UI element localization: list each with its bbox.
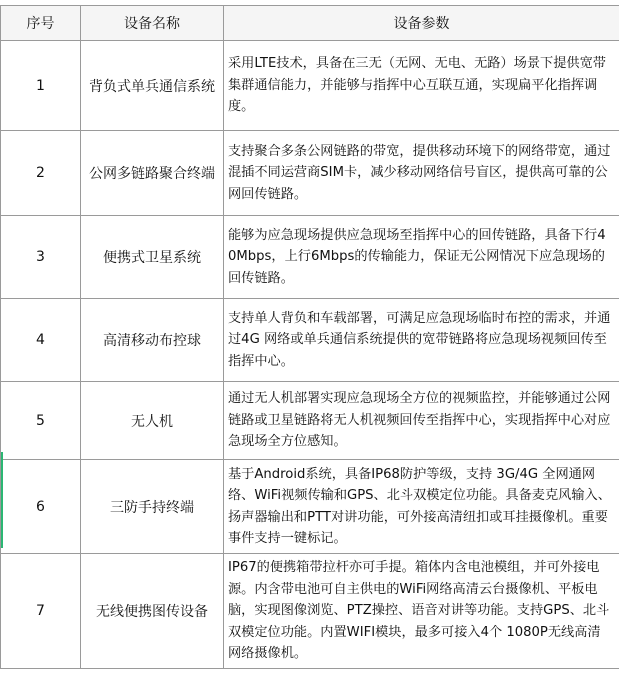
device-params: 支持聚合多条公网链路的带宽，提供移动环境下的网络带宽，通过混插不同运营商SIM卡，减少移动网络信号盲区，提供高可靠的公网回传链路。 — [224, 131, 619, 216]
device-params: IP67的便携箱带拉杆亦可手提。箱体内含电池模组，并可外接电源。内含带电池可自主供电的WiFi网络高清云台摄像机、平板电脑，实现图像浏览、PTZ操控、语音对讲等功能。支持GPS、北斗双模定位功能。内置WIFI模块，最多可接入4个 1080P无线高清网络摄像机。 — [224, 554, 619, 669]
device-name: 三防手持终端 — [81, 460, 224, 554]
table-row — [1, 41, 619, 131]
table-row — [1, 216, 619, 299]
device-name: 无线便携图传设备 — [81, 554, 224, 669]
device-name: 高清移动布控球 — [81, 299, 224, 382]
table-row — [1, 131, 619, 216]
table-row — [1, 382, 619, 460]
device-params: 基于Android系统，具备IP68防护等级，支持 3G/4G 全网通网络、WiFi视频传输和GPS、北斗双模定位功能。具备麦克风输入、扬声器输出和PTT对讲功能，可外接高清纽扣或耳挂摄像机。重要事件支持一键标记。 — [224, 460, 619, 554]
row-number: 6 — [1, 460, 81, 554]
device-name: 背负式单兵通信系统 — [81, 41, 224, 131]
row-number: 7 — [1, 554, 81, 669]
device-name: 公网多链路聚合终端 — [81, 131, 224, 216]
table-row — [1, 460, 619, 554]
header-row — [1, 6, 619, 41]
device-name: 无人机 — [81, 382, 224, 460]
header-name: 设备名称 — [81, 6, 224, 41]
device-params: 通过无人机部署实现应急现场全方位的视频监控，并能够通过公网链路或卫星链路将无人机视频回传至指挥中心，实现指挥中心对应急现场全方位感知。 — [224, 382, 619, 460]
table-row — [1, 299, 619, 382]
device-params: 支持单人背负和车载部署，可满足应急现场临时布控的需求，并通过4G 网络或单兵通信系统提供的宽带链路将应急现场视频回传至指挥中心。 — [224, 299, 619, 382]
row-number: 2 — [1, 131, 81, 216]
device-name: 便携式卫星系统 — [81, 216, 224, 299]
device-params: 能够为应急现场提供应急现场至指挥中心的回传链路，具备下行40Mbps，上行6Mbps的传输能力，保证无公网情况下应急现场的回传链路。 — [224, 216, 619, 299]
device-params: 采用LTE技术，具备在三无（无网、无电、无路）场景下提供宽带集群通信能力，并能够与指挥中心互联互通，实现扁平化指挥调度。 — [224, 41, 619, 131]
row-number: 4 — [1, 299, 81, 382]
row-number: 5 — [1, 382, 81, 460]
selection-marker — [1, 452, 3, 548]
row-number: 3 — [1, 216, 81, 299]
row-number: 1 — [1, 41, 81, 131]
header-no: 序号 — [1, 6, 81, 41]
table-row — [1, 554, 619, 669]
equipment-table — [0, 5, 619, 669]
header-param: 设备参数 — [224, 6, 619, 41]
